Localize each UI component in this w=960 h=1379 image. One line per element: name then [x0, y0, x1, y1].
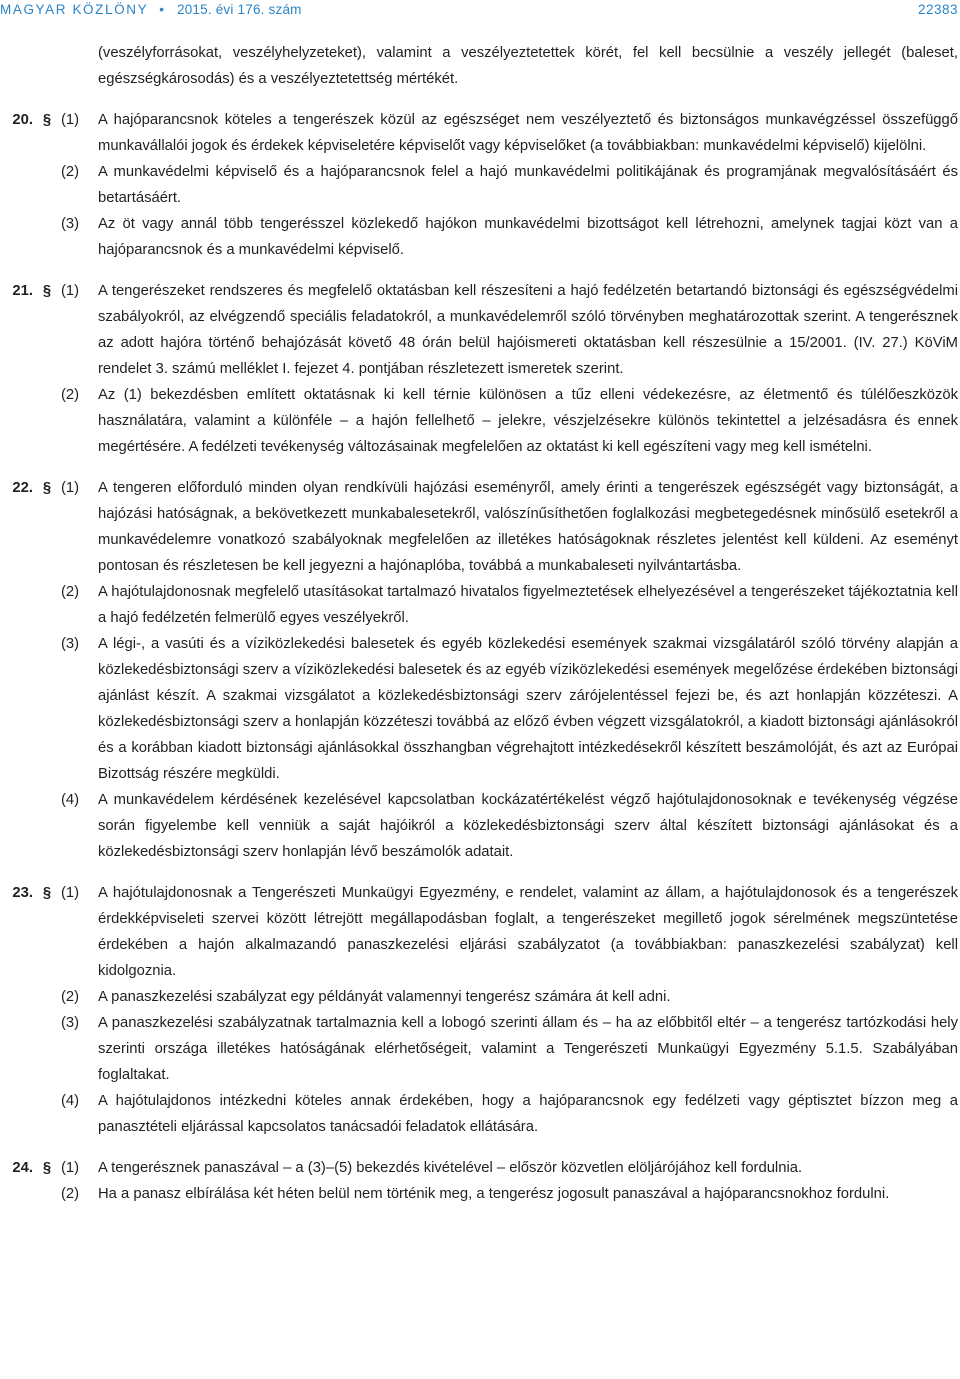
- paragraph-label: (3): [61, 216, 80, 232]
- paragraph: [61, 1088, 958, 1140]
- paragraph-text: A panaszkezelési szabályzatnak tartalmaznia kell a lobogó szerinti állam és – ha az előbbitől eltér – a tengerész tartózkodási hely szerinti országa illetékes hatóságának elérhetőségeit, valamint a Tengerészeti Munkaügyi Egyezmény 5.1.5. Szabályában foglaltakat.: [98, 1015, 958, 1083]
- paragraph-text: A tengerésznek panaszával – a (3)–(5) bekezdés kivételével – először közvetlen elöljárójához kell fordulnia.: [98, 1160, 803, 1176]
- paragraph-label: (2): [61, 1186, 80, 1202]
- paragraph-text: A tengeren előforduló minden olyan rendkívüli hajózási eseményről, amely érinti a tengerészek egészségét vagy biztonságát, a hajózási hatóságnak, a bekövetkezett munkabalesetekről, valószínűsíthetően foglalkozási megbetegedésnek minősülő esetekről a munkavédelemre vonatkozó szabályoknak megfelelően az illetékes hatóságoknak részletes jelentést kell küldeni. Az eseményt pontosan és részletesen be kell jegyezni a hajónaplóba, továbbá a munkabaleseti nyilvántartásba.: [98, 480, 958, 574]
- section-number: 21.: [12, 283, 33, 299]
- paragraph-label: (2): [61, 989, 80, 1005]
- paragraph-text: A tengerészeket rendszeres és megfelelő oktatásban kell részesíteni a hajó fedélzetén betartandó biztonsági és egészségvédelmi szabályokról, az elvégzendő speciális feladatokról, a munkavédelemről szóló törvényben meghatározottak szerint. A tengerésznek az adott hajóra történő behajózását követő 48 órán belül hajóismereti oktatásban kell részesülnie a 15/2001. (IV. 27.) KöViM rendelet 3. számú melléklet I. fejezet 4. pontjában részletezett ismeretek szerint.: [98, 283, 958, 377]
- paragraph: [61, 631, 958, 787]
- section-number: 22.: [12, 480, 33, 496]
- section-number: 23.: [12, 885, 33, 901]
- paragraph-label: (1): [61, 283, 80, 299]
- section-symbol: §: [42, 1160, 52, 1176]
- section-body: [61, 107, 958, 263]
- paragraph-text: A hajótulajdonos intézkedni köteles annak érdekében, hogy a hajóparancsnok egy fedélzeti vagy géptisztet bízzon meg a panasztételi eljárással kapcsolatos tanácsadói feladatok ellátására.: [98, 1093, 958, 1135]
- page-header: [0, 0, 960, 22]
- paragraph-label: (4): [61, 792, 80, 808]
- section: [0, 278, 958, 460]
- section-gap: [0, 1140, 958, 1155]
- paragraph-label: (1): [61, 112, 80, 128]
- paragraph: [61, 475, 958, 579]
- section: [0, 475, 958, 865]
- paragraph: [61, 278, 958, 382]
- paragraph: [61, 159, 958, 211]
- journal-title: MAGYAR KÖZLÖNY: [0, 2, 148, 17]
- section: [0, 880, 958, 1140]
- paragraph-label: (3): [61, 1015, 80, 1031]
- paragraph-text: Az (1) bekezdésben említett oktatásnak ki kell térnie különösen a tűz elleni védekezésre, az életmentő és túlélőeszközök használatára, valamint a különféle – a hajón fellelhető – jelekre, vészjelzésekre különös tekintettel a jelzésadásra és ennek megértésére. A fedélzeti tevékenység változásainak megfelelően az oktatást ki kell egészíteni vagy meg kell ismételni.: [98, 387, 958, 455]
- section-symbol: §: [42, 112, 52, 128]
- paragraph-text: A panaszkezelési szabályzat egy példányát valamennyi tengerész számára át kell adni.: [98, 989, 671, 1005]
- section: [0, 107, 958, 263]
- header-bullet: •: [159, 2, 166, 17]
- paragraph-text: A munkavédelmi képviselő és a hajóparancsnok felel a hajó munkavédelmi politikájának és programjának megvalósításáért és betartásáért.: [98, 164, 958, 206]
- section-number: 24.: [12, 1160, 33, 1176]
- paragraph: [61, 107, 958, 159]
- paragraph-text: A munkavédelem kérdésének kezelésével kapcsolatban kockázatértékelést végző hajótulajdonosoknak e tevékenység végzése során figyelembe kell venniük a saját hajóikról a közlekedésbiztonsági szerv által készített biztonsági ajánlásokat és a közlekedésbiztonsági szerv honlapján lévő beszámolók adatait.: [98, 792, 958, 860]
- paragraph-label: (1): [61, 1160, 80, 1176]
- section-symbol: §: [42, 283, 52, 299]
- paragraph: [61, 984, 958, 1010]
- document-body: [0, 40, 958, 1207]
- section-gap: [0, 92, 958, 107]
- paragraph-label: (1): [61, 480, 80, 496]
- paragraph: [61, 211, 958, 263]
- issue-info: 2015. évi 176. szám: [176, 2, 302, 17]
- section-gap: [0, 460, 958, 475]
- paragraph-text: Ha a panasz elbírálása két héten belül nem történik meg, a tengerész jogosult panaszával a hajóparancsnokhoz fordulni.: [98, 1186, 890, 1202]
- section-body: [61, 278, 958, 460]
- paragraph: [61, 787, 958, 865]
- section-gap: [0, 263, 958, 278]
- paragraph: [61, 1155, 958, 1181]
- paragraph: [61, 880, 958, 984]
- paragraph-label: (2): [61, 387, 80, 403]
- paragraph-text: A hajótulajdonosnak megfelelő utasításokat tartalmazó hivatalos figyelmeztetések elhelyezésével a tengerészeket tájékoztatnia kell a hajó fedélzetén felmerülő egyes veszélyekről.: [98, 584, 958, 626]
- paragraph-text: A légi-, a vasúti és a víziközlekedési balesetek és egyéb közlekedési események szakmai vizsgálatáról szóló törvény alapján a közlekedésbiztonsági szerv a víziközlekedési balesetek és az egyéb víziközlekedési események megelőzése érdekében biztonsági ajánlást készít. A szakmai vizsgálatot a közlekedésbiztonsági szerv zárójelentéssel fejezi be, és azt honlapján közzéteszi. A közlekedésbiztonsági szerv a honlapján közzéteszi továbbá az előző évben végzett vizsgálatokról, a kiadott biztonsági ajánlásokról és a korábban kiadott biztonsági ajánlásokkal összhangban végrehajtott intézkedésekről készített beszámolóját, és azt az Európai Bizottság részére megküldi.: [98, 636, 958, 782]
- paragraph: [61, 1181, 958, 1207]
- paragraph: [61, 382, 958, 460]
- section-number: 20.: [12, 112, 33, 128]
- paragraph-label: (2): [61, 584, 80, 600]
- paragraph-label: (2): [61, 164, 80, 180]
- paragraph-label: (1): [61, 885, 80, 901]
- section-body: [61, 880, 958, 1140]
- paragraph-text: A hajóparancsnok köteles a tengerészek közül az egészséget nem veszélyeztető és biztonságos munkavégzéssel összefüggő munkavállalói jogok és érdekek képviseletére képviselőt vagy képviselőket (a továbbiakban: munkavédelmi képviselő) kijelölni.: [98, 112, 958, 154]
- header-publication: [0, 2, 302, 17]
- section-body: [61, 475, 958, 865]
- section: [0, 1155, 958, 1207]
- paragraph-text: A hajótulajdonosnak a Tengerészeti Munkaügyi Egyezmény, e rendelet, valamint az állam, a hajótulajdonosok és a tengerészek érdekképviseleti szervei között létrejött megállapodásban foglalt, a tengerészeket megillető jogok sérelmének megszüntetése érdekében a hajón alkalmazandó panaszkezelési eljárási szabályzatot (a továbbiakban: panaszkezelési szabályzat) kell kidolgoznia.: [98, 885, 958, 979]
- section-symbol: §: [42, 480, 52, 496]
- paragraph-text: Az öt vagy annál több tengerésszel közlekedő hajókon munkavédelmi bizottságot kell létrehozni, amelynek tagjai közt van a hajóparancsnok és a munkavédelmi képviselő.: [98, 216, 958, 258]
- continued-paragraph: (veszélyforrásokat, veszélyhelyzeteket), valamint a veszélyeztetettek körét, fel kell becsülnie a veszély jellegét (baleset, egészségkárosodás) és a veszélyeztetettség mértékét.: [98, 45, 958, 87]
- paragraph: [61, 579, 958, 631]
- section-body: [61, 1155, 958, 1207]
- paragraph-label: (4): [61, 1093, 80, 1109]
- section-gap: [0, 865, 958, 880]
- paragraph-label: (3): [61, 636, 80, 652]
- sections-container: [0, 92, 958, 1207]
- page-number: 22383: [917, 2, 958, 17]
- paragraph: [61, 1010, 958, 1088]
- section-symbol: §: [42, 885, 52, 901]
